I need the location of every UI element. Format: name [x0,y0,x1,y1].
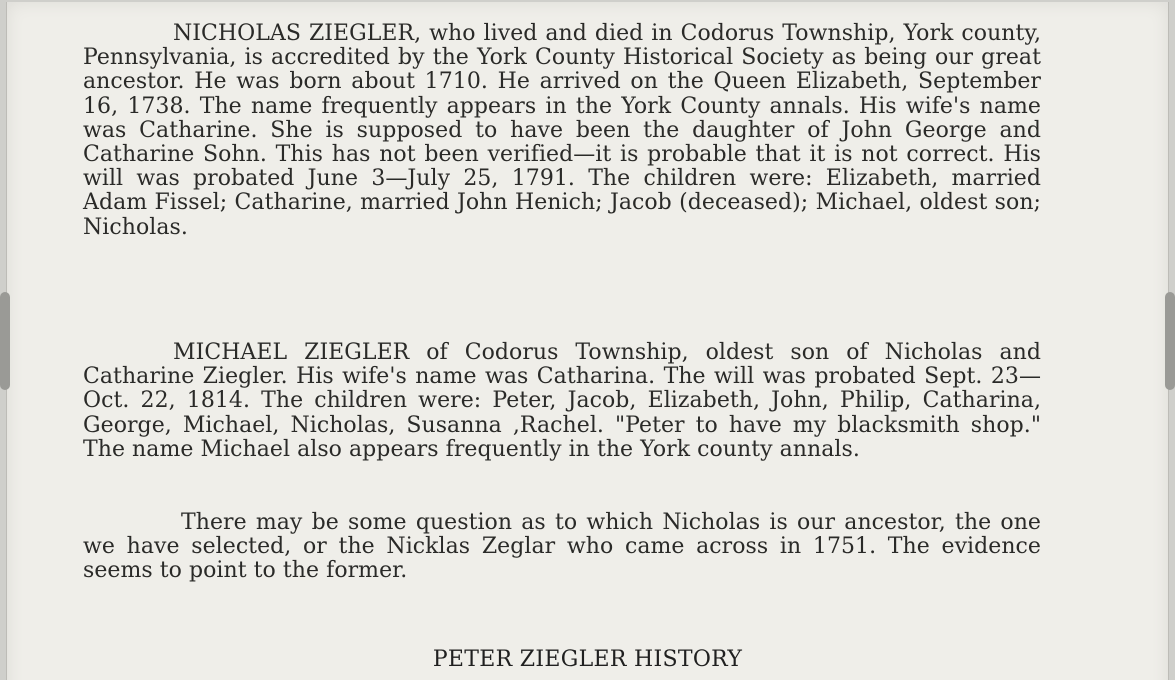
left-scroll-handle[interactable] [0,292,10,390]
section-heading-peter-ziegler: PETER ZIEGLER HISTORY [432,647,743,672]
document-page [6,2,1169,680]
paragraph-nicholas-ziegler: NICHOLAS ZIEGLER, who lived and died in Codorus Township, York county, Pennsylvania, is accredited by the York County Historical Society as being our great ancestor. He was born about 1710. He arrived on the Queen Elizabeth, September 16, 1738. The name frequently appears in the York County annals. His wife's name was Catharine. She is supposed to have been the daughter of John George and Catharine Sohn. This has not been verified—it is probable that it is not correct. His will was probated June 3—July 25, 1791. The children were: Elizabeth, married Adam Fissel; Catharine, married John Henich; Jacob (deceased); Michael, oldest son; Nicholas. [83,21,1041,240]
paragraph-ancestor-question: There may be some question as to which Nicholas is our ancestor, the one we have selected, or the Nicklas Zeglar who came across in 1751. The evidence seems to point to the former. [83,510,1041,584]
paragraph-michael-ziegler: MICHAEL ZIEGLER of Codorus Township, oldest son of Nicholas and Catharine Ziegler. His wife's name was Catharina. The will was probated Sept. 23—Oct. 22, 1814. The children were: Peter, Jacob, Elizabeth, John, Philip, Catharina, George, Michael, Nicholas, Susanna ,Rachel. "Peter to have my blacksmith shop." The name Michael also appears frequently in the York county annals. [83,340,1041,462]
right-scroll-handle[interactable] [1165,292,1175,390]
